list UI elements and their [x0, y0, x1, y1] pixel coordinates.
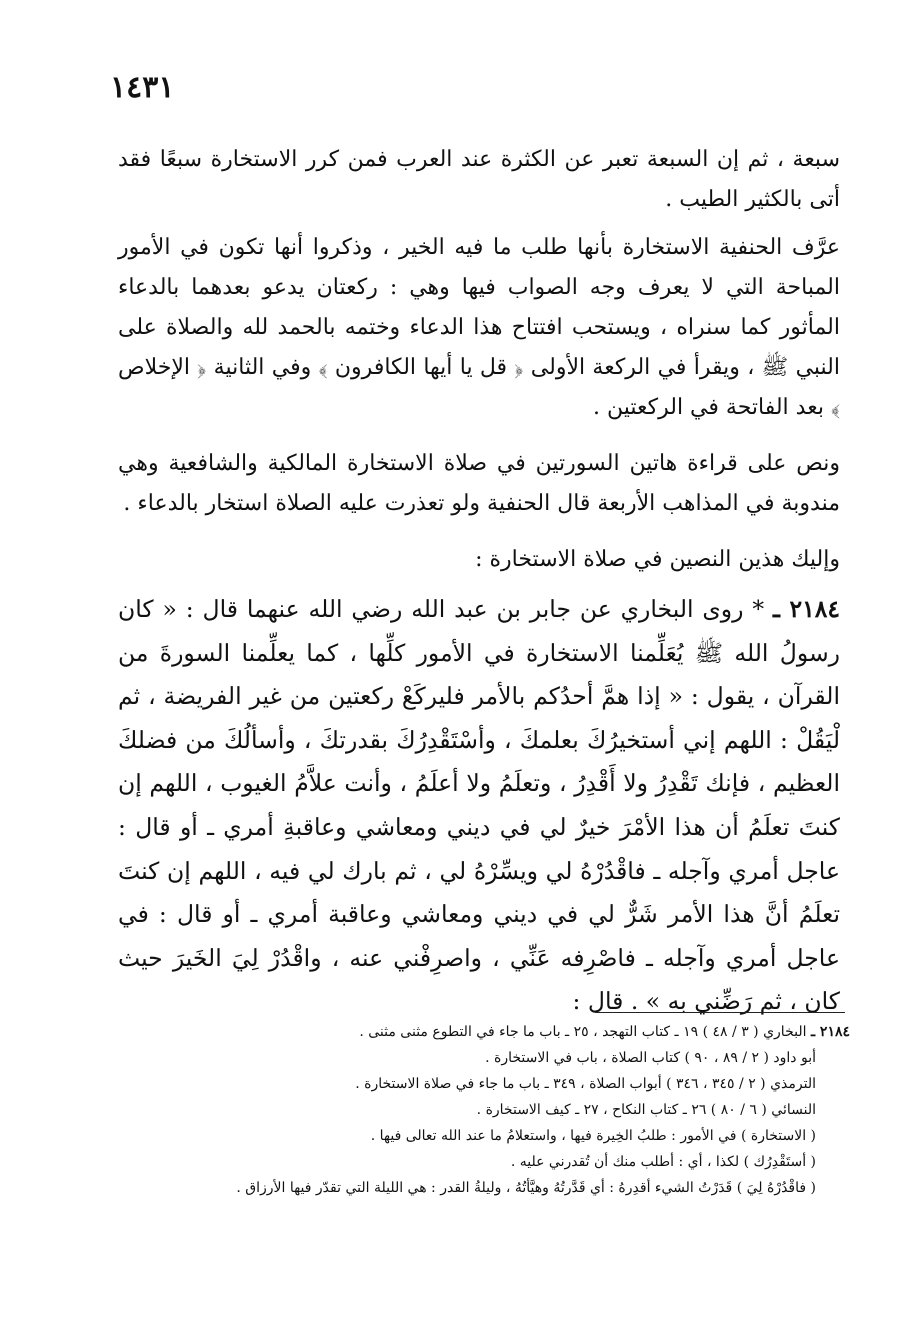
footnote-text: ( الاستخارة ) في الأمور : طلبُ الخِيرة فيها ، واستعلامُ ما عند الله تعالى فيها . [370, 1128, 816, 1144]
footnote-divider [595, 1012, 845, 1013]
footnote [150, 1022, 850, 1043]
footnote [150, 1126, 850, 1147]
page-number: ١٤٣١ [110, 70, 175, 105]
footnote [150, 1152, 850, 1173]
footnote [150, 1178, 850, 1199]
hadith-text: * روى البخاري عن جابر بن عبد الله رضي الله عنهما قال : « كان رسولُ الله ﷺ يُعَلِّمنا الاستخارة في الأمور كلِّها ، كما يعلِّمنا السورةَ من القرآن ، يقول : « إذا همَّ أحدُكم بالأمر فليركَعْ ركعتين من غير الفريضة ، ثم لْيَقُلْ : اللهم إني أستخيرُكَ بعلمكَ ، وأسْتَقْدِرُكَ بقدرتكَ ، وأسألُكَ من فضلكَ العظيم ، فإنك تَقْدِرُ ولا أَقْدِرُ ، وتعلَمُ ولا أعلَمُ ، وأنت علاَّمُ الغيوب ، اللهم إن كنتَ تعلَمُ أن هذا الأمْرَ خيرٌ لي في ديني ومعاشي وعاقبةِ أمري ـ أو قال : عاجل أمري وآجله ـ فاقْدُرْهُ لي ويسِّرْهُ لي ، ثم بارك لي فيه ، اللهم إن كنتَ تعلَمُ أنَّ هذا الأمر شَرٌّ لي في ديني ومعاشي وعاقبة أمري ـ أو قال : في عاجل أمري وآجله ـ فاصْرِفه عَنِّي ، واصرِفْني عنه ، واقْدُرْ لِيَ الخَيرَ حيث كان ، ثم رَضِّني به » . قال : [118, 595, 840, 1016]
hadith-number: ٢١٨٤ ـ [773, 595, 840, 623]
paragraph-1: سبعة ، ثم إن السبعة تعبر عن الكثرة عند العرب فمن كرر الاستخارة سبعًا فقد أتى بالكثير الطيب . [118, 147, 840, 212]
paragraph-2: عرَّف الحنفية الاستخارة بأنها طلب ما فيه الخير ، وذكروا أنها تكون في الأمور المباحة التي لا يعرف وجه الصواب فيها وهي : ركعتان يدعو بعدهما بالدعاء المأثور كما سنراه ، ويستحب افتتاح هذا الدعاء وختمه بالحمد لله والصلاة على النبي ﷺ ، ويقرأ في الركعة الأولى ﴿ قل يا أيها الكافرون ﴾ وفي الثانية ﴿ الإخلاص ﴾ بعد الفاتحة في الركعتين . [118, 235, 840, 420]
footnote-text: الترمذي ( ٢ / ٣٤٥ ، ٣٤٦ ) أبواب الصلاة ، ٣٤٩ ـ باب ما جاء في صلاة الاستخارة . [355, 1076, 816, 1092]
footnote [150, 1048, 850, 1069]
footnote-text: ( أستَقْدِرُك ) لكذا ، أي : أطلب منك أن تُقدرني عليه . [510, 1154, 816, 1170]
footnote [150, 1100, 850, 1121]
footnote-text: أبو داود ( ٢ / ٨٩ ، ٩٠ ) كتاب الصلاة ، باب في الاستخارة . [485, 1050, 816, 1066]
footnote-text: النسائي ( ٦ / ٨٠ ) ٢٦ ـ كتاب النكاح ، ٢٧ ـ كيف الاستخارة . [476, 1102, 816, 1118]
main-text [118, 140, 840, 1024]
footnotes [150, 1022, 850, 1204]
footnote-text: البخاري ( ٣ / ٤٨ ) ١٩ ـ كتاب التهجد ، ٢٥ ـ باب ما جاء في التطوع مثنى مثنى . [359, 1024, 807, 1040]
footnote [150, 1074, 850, 1095]
paragraph-4: وإليك هذين النصين في صلاة الاستخارة : [475, 547, 840, 572]
footnote-text: ( فاقْدُرْهُ لِيَ ) قَدَرْتُ الشيء أقدِرهُ : أي قَدَّرتُهُ وهيَّأتُهُ ، وليلةُ القدر : هي الليلة التي تقدّر فيها الأرزاق . [236, 1180, 816, 1196]
hadith-block [118, 588, 840, 1024]
paragraph-3: ونص على قراءة هاتين السورتين في صلاة الاستخارة المالكية والشافعية وهي مندوبة في المذاهب الأربعة قال الحنفية ولو تعذرت عليه الصلاة استخار بالدعاء . [118, 451, 840, 516]
footnote-number: ٢١٨٤ ـ [810, 1024, 850, 1040]
